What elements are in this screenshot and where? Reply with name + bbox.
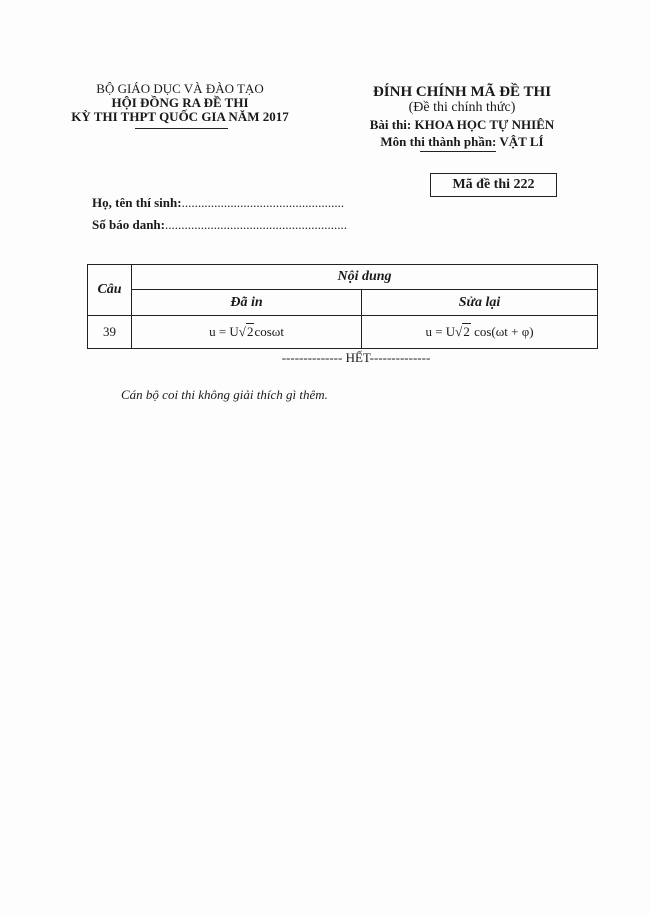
doc-subtitle: (Đề thi chính thức) <box>408 100 516 115</box>
correction-table <box>87 264 598 349</box>
proctor-note: Cán bộ coi thi không giải thích gì thêm. <box>121 387 328 402</box>
council: HỘI ĐỒNG RA ĐỀ THI <box>111 95 249 110</box>
header-question: Câu <box>88 265 132 316</box>
candidate-id-field <box>92 217 347 233</box>
formula-part: cos(ωt + φ) <box>470 324 534 339</box>
subject-name: Môn thi thành phần: VẬT LÍ <box>380 134 544 149</box>
formula-part: u = U <box>425 324 456 339</box>
candidate-name-field <box>92 195 344 211</box>
header-corrected: Sửa lại <box>362 290 598 316</box>
table-row <box>88 316 598 349</box>
doc-title: ĐÍNH CHÍNH MÃ ĐỀ THI <box>372 84 552 100</box>
question-number: 39 <box>88 316 132 349</box>
exam-name: KỲ THI THPT QUỐC GIA NĂM 2017 <box>71 109 289 124</box>
formula-root: 2 <box>246 324 254 339</box>
test-name: Bài thi: KHOA HỌC TỰ NHIÊN <box>369 117 555 132</box>
formula-part: cosωt <box>254 324 284 339</box>
formula-root: 2 <box>463 324 470 339</box>
exam-code-box: Mã đề thi 222 <box>430 173 557 197</box>
name-label: Họ, tên thí sinh: <box>92 195 182 210</box>
end-marker: -------------- HẾT-------------- <box>281 350 431 365</box>
ministry: BỘ GIÁO DỤC VÀ ĐÀO TẠO <box>96 81 264 96</box>
id-label: Số báo danh: <box>92 217 165 232</box>
header-printed: Đã in <box>132 290 362 316</box>
name-dots: .................................................. <box>181 195 345 210</box>
printed-formula: u = U√2cosωt <box>132 316 362 349</box>
divider <box>135 128 228 129</box>
formula-part: u = U <box>209 324 239 339</box>
header-content: Nội dung <box>132 265 598 290</box>
corrected-formula: u = U√2 cos(ωt + φ) <box>362 316 598 349</box>
divider <box>420 151 496 152</box>
id-dots: ........................................................ <box>164 217 347 232</box>
